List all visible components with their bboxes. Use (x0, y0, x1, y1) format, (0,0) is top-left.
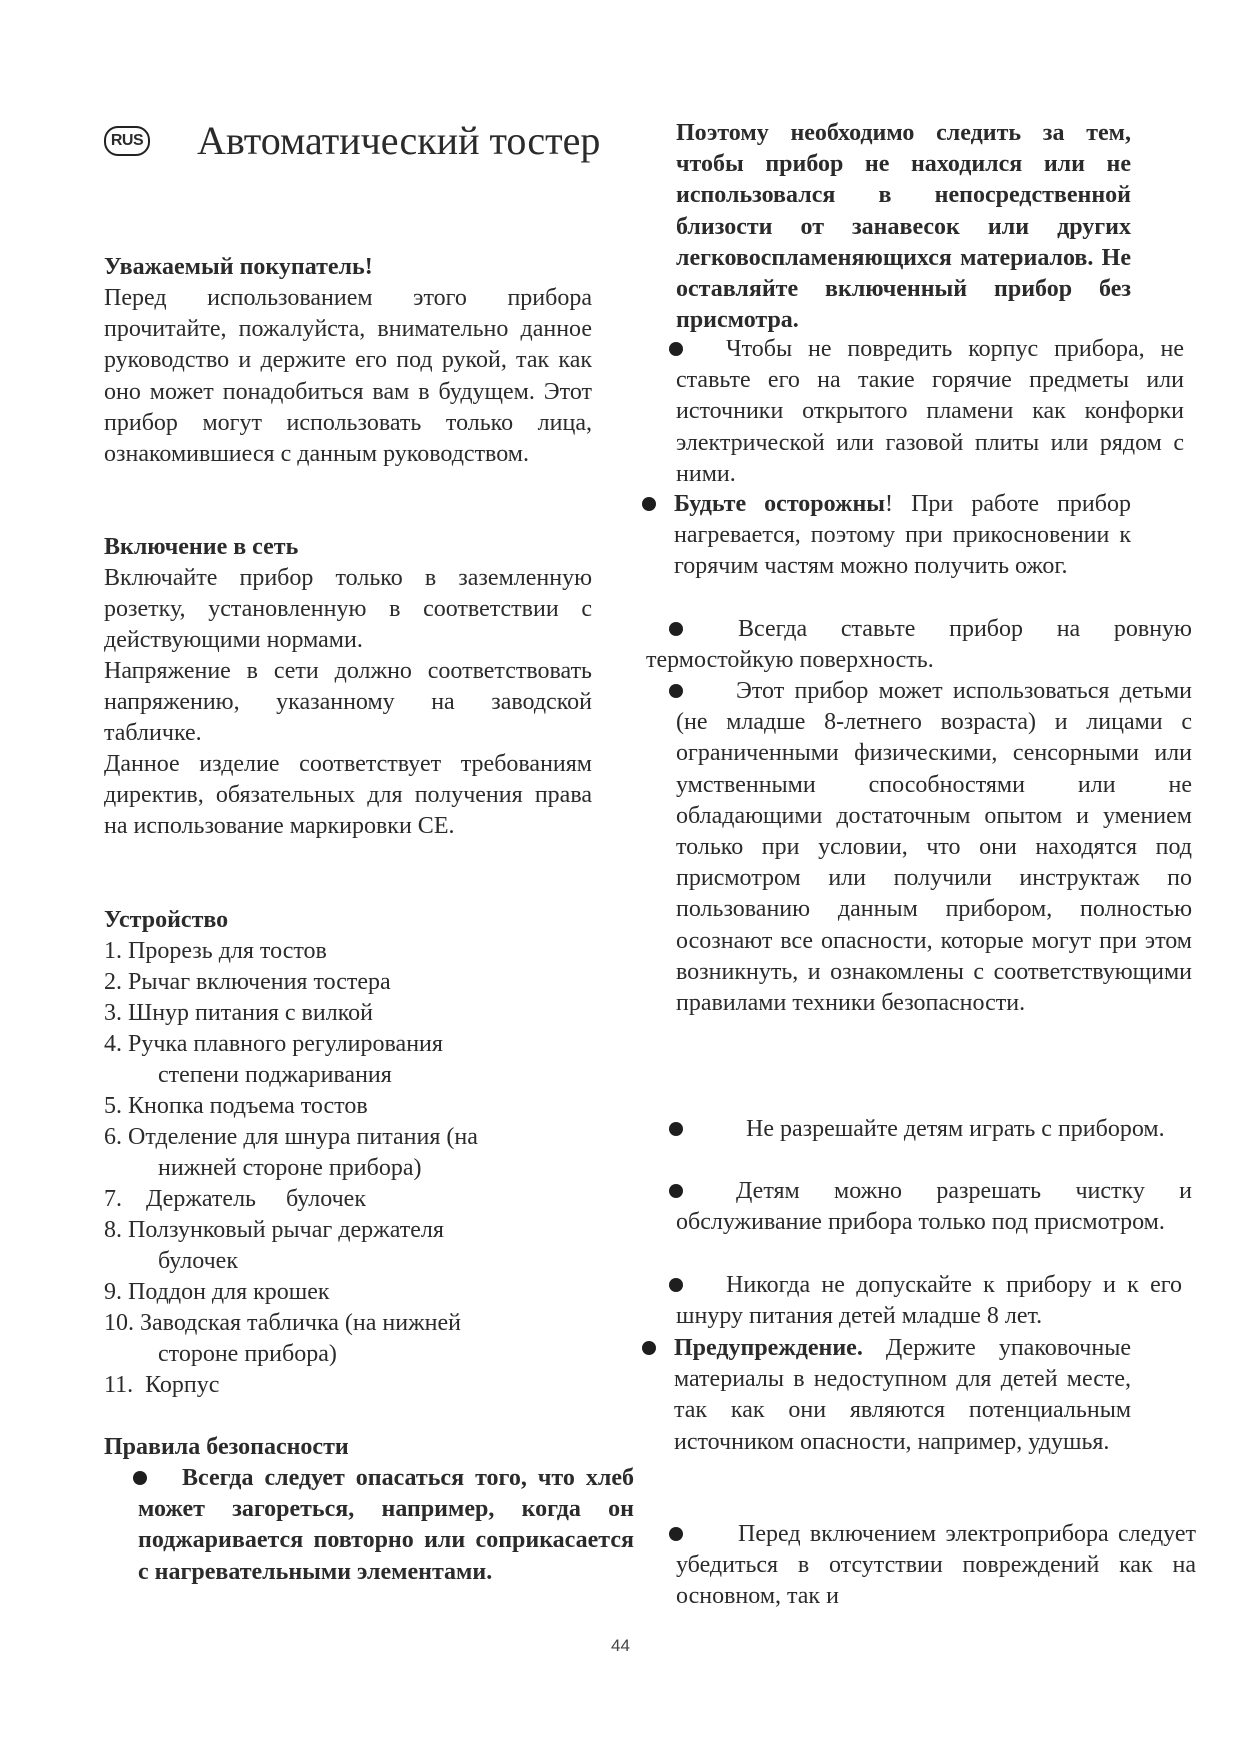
device-heading: Устройство (104, 907, 229, 933)
safety-warning-continued: Поэтому необходимо следить за тем, чтобы прибор не находился или не использовался в непосредственной близости от занавесок или других легковоспламеняющихся материалов. Не оставляйте включенный прибор без присмотра. (676, 120, 1131, 334)
bullet-icon (642, 1341, 656, 1355)
language-badge: RUS (104, 126, 150, 156)
page-number: 44 (611, 1636, 630, 1655)
safety-rule-flat-surface: Всегда ставьте прибор на ровную термостойкую поверхность. (646, 616, 1192, 674)
caution-text: ! При работе прибор нагревается, поэтому при прикосновении к горячим частям можно получить ожог. (674, 491, 1131, 580)
safety-rule-cleaning: Детям можно разрешать чистку и обслуживание прибора только под присмотром. (676, 1178, 1192, 1236)
list-item: 4. Ручка плавного регулирования (104, 1031, 443, 1057)
list-item: степени поджаривания (158, 1062, 392, 1088)
safety-rule-no-play: Не разрешайте детям играть с прибором. (746, 1116, 1165, 1142)
safety-rule-hot-surfaces: Чтобы не повредить корпус прибора, не ставьте его на такие горячие предметы или источники открытого пламени как конфорки электрической или газовой плиты или рядом с ними. (676, 336, 1184, 487)
safety-rule-check-damage: Перед включением электроприбора следует убедиться в отсутствии повреждений как на основном, так и (676, 1521, 1196, 1610)
power-paragraph-2: Напряжение в сети должно соответствовать напряжению, указанному на заводской табличке. (104, 658, 592, 747)
safety-rule-packaging (674, 1333, 1131, 1458)
list-item: 5. Кнопка подъема тостов (104, 1093, 368, 1119)
bullet-icon (642, 497, 656, 511)
list-item: 9. Поддон для крошек (104, 1279, 330, 1305)
list-item: 7. Держатель булочек (104, 1186, 366, 1212)
list-item: стороне прибора) (158, 1341, 337, 1367)
list-item: булочек (158, 1248, 238, 1274)
intro-text: Перед использованием этого прибора прочитайте, пожалуйста, внимательно данное руководство и держите его под рукой, так как оно может понадобиться вам в будущем. Этот прибор могут использовать только лица, ознакомившиеся с данным руководством. (104, 285, 592, 468)
safety-rule-children-persons: Этот прибор может использоваться детьми (не младше 8-летнего возраста) и лицами с ограниченными физическими, сенсорными или умственными способностями или не обладающими достаточным опытом и умением только при условии, что они находятся под присмотром или получили инструктаж по пользованию данным прибором, полностью осознают все опасности, которые могут при этом возникнуть, и ознакомлены с соответствующими правилами техники безопасности. (676, 678, 1192, 1017)
list-item: 1. Прорезь для тостов (104, 938, 327, 964)
power-paragraph-3: Данное изделие соответствует требованиям директив, обязательных для получения права на использование маркировки CE. (104, 751, 592, 840)
warning-label: Предупреждение. (674, 1335, 863, 1361)
intro-heading: Уважаемый покупатель! (104, 254, 373, 280)
safety-rule-burn (674, 489, 1131, 583)
power-heading: Включение в сеть (104, 534, 299, 560)
safety-heading: Правила безопасности (104, 1434, 349, 1460)
power-paragraph-1: Включайте прибор только в заземленную розетку, установленную в соответствии с действующими нормами. (104, 565, 592, 654)
list-item: 10. Заводская табличка (на нижней (104, 1310, 461, 1336)
list-item: 2. Рычаг включения тостера (104, 969, 391, 995)
safety-warning-bread: Всегда следует опасаться того, что хлеб может загореться, например, когда он поджаривается повторно или соприкасается с нагревательными элементами. (138, 1465, 634, 1585)
page-title: Автоматический тостер (197, 118, 601, 163)
list-item: нижней стороне прибора) (158, 1155, 422, 1181)
list-item: 8. Ползунковый рычаг держателя (104, 1217, 444, 1243)
page-header (104, 118, 624, 178)
list-item: 3. Шнур питания с вилкой (104, 1000, 373, 1026)
safety-rule-age-limit: Никогда не допускайте к прибору и к его шнуру питания детей младше 8 лет. (676, 1272, 1182, 1330)
warning-text: Держите упаковочные материалы в недоступном для детей месте, так как они являются потенциальным источником опасности, например, удушья. (674, 1335, 1131, 1455)
list-item: 6. Отделение для шнура питания (на (104, 1124, 478, 1150)
list-item: 11. Корпус (104, 1372, 220, 1398)
caution-label: Будьте осторожны (674, 491, 886, 517)
